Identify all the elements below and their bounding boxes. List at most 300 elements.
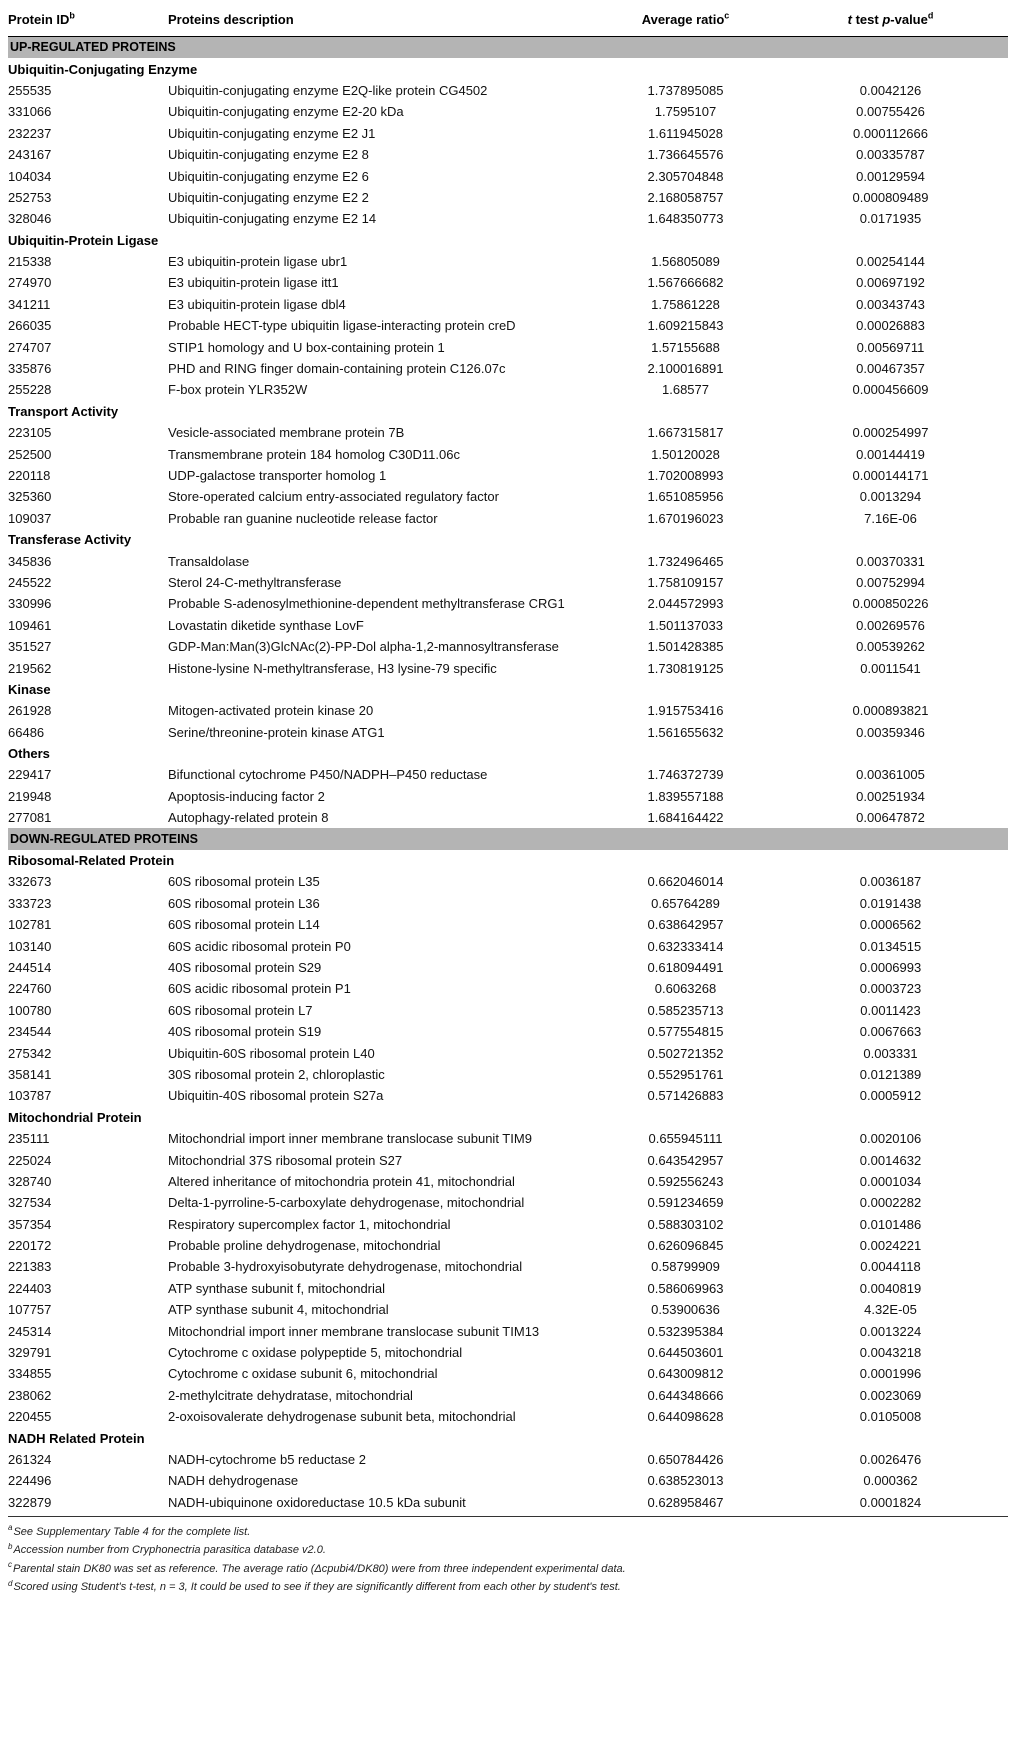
average-ratio-cell: 0.591234659 [647, 1195, 724, 1211]
table-row [8, 272, 1008, 293]
description-cell: 60S ribosomal protein L35 [168, 874, 320, 890]
protein-id-cell: 252753 [8, 189, 52, 205]
pvalue-cell: 0.00026883 [856, 318, 925, 334]
average-ratio-cell: 0.638642957 [647, 917, 724, 933]
description-cell: 2-oxoisovalerate dehydrogenase subunit beta, mitochondrial [168, 1409, 516, 1425]
table-row [8, 1470, 1008, 1491]
column-header-pvalue: t test p-value$^d$ [773, 6, 1008, 37]
description-cell: Ubiquitin-conjugating enzyme E2Q-like protein CG4502 [168, 82, 488, 98]
table-row [8, 1213, 1008, 1234]
average-ratio-cell: 0.552951761 [647, 1066, 724, 1082]
description-cell: Ubiquitin-60S ribosomal protein L40 [168, 1045, 375, 1061]
description-cell: Delta-1-pyrroline-5-carboxylate dehydrogenase, mitochondrial [168, 1195, 525, 1211]
description-cell: Probable proline dehydrogenase, mitochondrial [168, 1238, 441, 1254]
description-cell: Bifunctional cytochrome P450/NADPH–P450 reductase [168, 767, 488, 783]
table-row [8, 978, 1008, 999]
average-ratio-cell: 0.655945111 [648, 1131, 723, 1147]
pvalue-cell: 0.00343743 [856, 296, 925, 312]
table-row [8, 700, 1008, 721]
description-cell: NADH-ubiquinone oxidoreductase 10.5 kDa subunit [168, 1494, 466, 1510]
pvalue-cell: 0.0011541 [860, 660, 921, 676]
average-ratio-cell: 0.644098628 [647, 1409, 724, 1425]
average-ratio-cell: 1.56805089 [651, 254, 720, 270]
table-row [8, 208, 1008, 229]
protein-id-cell: 224760 [8, 981, 52, 997]
protein-id-cell: 261928 [8, 703, 52, 719]
footnotes [8, 1516, 1008, 1597]
column-header-average-ratio: Average ratio$^c$ [598, 6, 773, 37]
average-ratio-cell: 1.684164422 [647, 810, 724, 826]
table-row [8, 871, 1008, 892]
pvalue-cell: 4.32E-05 [864, 1302, 917, 1318]
pvalue-cell: 0.00361005 [856, 767, 925, 783]
average-ratio-cell: 0.643542957 [647, 1152, 724, 1168]
average-ratio-cell: 1.915753416 [647, 703, 724, 719]
pvalue-cell: 0.00647872 [856, 810, 925, 826]
pvalue-cell: 0.0003723 [859, 981, 922, 997]
description-cell: Transmembrane protein 184 homolog C30D11.06c [168, 446, 460, 462]
protein-id-cell: 238062 [8, 1387, 52, 1403]
average-ratio-cell: 0.644348666 [647, 1387, 724, 1403]
pvalue-cell: 0.00129594 [856, 168, 925, 184]
section-band-label: UP-REGULATED PROTEINS [8, 37, 1008, 59]
average-ratio-cell: 0.592556243 [647, 1173, 724, 1189]
average-ratio-cell: 1.611945028 [648, 125, 723, 141]
table-row [8, 1449, 1008, 1470]
average-ratio-cell: 2.100016891 [647, 361, 724, 377]
pvalue-cell: 0.0001034 [859, 1173, 922, 1189]
table-row [8, 1085, 1008, 1106]
protein-id-cell: 335876 [8, 361, 52, 377]
pvalue-cell: 0.000850226 [852, 596, 929, 612]
group-header-label: Mitochondrial Protein [8, 1109, 142, 1125]
protein-id-cell: 244514 [8, 959, 52, 975]
header-row [8, 6, 1008, 37]
table-row [8, 1385, 1008, 1406]
description-cell: Mitogen-activated protein kinase 20 [168, 703, 374, 719]
table-row [8, 1000, 1008, 1021]
group-header-row [8, 743, 1008, 764]
description-cell: Ubiquitin-conjugating enzyme E2 J1 [168, 125, 376, 141]
pvalue-cell: 0.0006562 [859, 917, 922, 933]
description-cell: E3 ubiquitin-protein ligase ubr1 [168, 254, 348, 270]
description-cell: STIP1 homology and U box-containing protein 1 [168, 339, 445, 355]
average-ratio-cell: 1.68577 [662, 382, 709, 398]
average-ratio-cell: 1.57155688 [651, 339, 720, 355]
table-row [8, 1021, 1008, 1042]
pvalue-cell: 0.0014632 [859, 1152, 922, 1168]
table-row [8, 615, 1008, 636]
table-row [8, 80, 1008, 101]
pvalue-cell: 0.000112666 [853, 125, 928, 141]
table-row [8, 251, 1008, 272]
description-cell: 60S ribosomal protein L7 [168, 1002, 313, 1018]
protein-id-cell: 333723 [8, 895, 52, 911]
pvalue-cell: 0.0006993 [859, 959, 922, 975]
average-ratio-cell: 1.737895085 [647, 82, 724, 98]
average-ratio-cell: 0.577554815 [647, 1024, 724, 1040]
protein-id-cell: 255535 [8, 82, 52, 98]
protein-id-cell: 66486 [8, 724, 45, 740]
protein-id-cell: 107757 [8, 1302, 52, 1318]
table-row [8, 657, 1008, 678]
average-ratio-cell: 0.662046014 [647, 874, 724, 890]
average-ratio-cell: 1.736645576 [647, 147, 724, 163]
section-band [8, 37, 1008, 59]
pvalue-cell: 0.00251934 [856, 788, 925, 804]
average-ratio-cell: 1.758109157 [647, 574, 724, 590]
table-row [8, 1149, 1008, 1170]
protein-id-cell: 243167 [8, 147, 52, 163]
protein-id-cell: 351527 [8, 639, 52, 655]
pvalue-cell: 0.00144419 [856, 446, 925, 462]
table-row [8, 486, 1008, 507]
description-cell: 60S acidic ribosomal protein P1 [168, 981, 351, 997]
group-header-label: Ubiquitin-Protein Ligase [8, 232, 159, 248]
protein-id-cell: 215338 [8, 254, 52, 270]
average-ratio-cell: 0.571426883 [647, 1088, 724, 1104]
group-header-label: Kinase [8, 681, 51, 697]
group-header-row [8, 230, 1008, 251]
pvalue-cell: 0.000809489 [852, 189, 929, 205]
average-ratio-cell: 2.168058757 [647, 189, 724, 205]
protein-id-cell: 235111 [8, 1131, 50, 1147]
protein-id-cell: 220118 [8, 468, 51, 483]
group-header-row [8, 529, 1008, 550]
description-cell: Respiratory supercomplex factor 1, mitochondrial [168, 1216, 451, 1232]
description-cell: Ubiquitin-conjugating enzyme E2 2 [168, 189, 369, 205]
description-cell: Vesicle-associated membrane protein 7B [168, 425, 405, 441]
pvalue-cell: 0.000254997 [852, 425, 929, 441]
pvalue-cell: 0.0036187 [859, 874, 922, 890]
average-ratio-cell: 1.50120028 [651, 446, 720, 462]
protein-id-cell: 277081 [8, 810, 52, 826]
section-band [8, 828, 1008, 849]
description-cell: 40S ribosomal protein S29 [168, 959, 322, 975]
average-ratio-cell: 1.746372739 [647, 767, 724, 783]
protein-id-cell: 328740 [8, 1173, 52, 1189]
table-row [8, 572, 1008, 593]
pvalue-cell: 0.0067663 [859, 1024, 922, 1040]
average-ratio-cell: 0.650784426 [647, 1451, 724, 1467]
group-header-label: Transport Activity [8, 403, 119, 419]
description-cell: PHD and RING finger domain-containing protein C126.07c [168, 361, 506, 377]
protein-id-cell: 225024 [8, 1152, 52, 1168]
table-row [8, 1064, 1008, 1085]
protein-id-cell: 232237 [8, 125, 52, 141]
description-cell: 30S ribosomal protein 2, chloroplastic [168, 1066, 385, 1082]
protein-id-cell: 224403 [8, 1280, 52, 1296]
table-row [8, 1235, 1008, 1256]
protein-id-cell: 103140 [8, 938, 52, 954]
pvalue-cell: 0.00359346 [856, 724, 925, 740]
table-body [8, 37, 1008, 1513]
section-band-label: DOWN-REGULATED PROTEINS [8, 828, 1008, 849]
protein-id-cell: 220172 [8, 1238, 52, 1254]
group-header-label: Ribosomal-Related Protein [8, 853, 175, 869]
average-ratio-cell: 1.561655632 [647, 724, 724, 740]
protein-id-cell: 357354 [8, 1216, 52, 1232]
average-ratio-cell: 0.638523013 [647, 1473, 724, 1489]
pvalue-cell: 0.00752994 [856, 574, 925, 590]
protein-id-cell: 329791 [8, 1345, 52, 1361]
protein-id-cell: 255228 [8, 382, 52, 398]
description-cell: Probable ran guanine nucleotide release factor [168, 510, 438, 526]
protein-id-cell: 102781 [8, 917, 52, 933]
pvalue-cell: 0.0011423 [860, 1002, 921, 1018]
average-ratio-cell: 0.58799909 [651, 1259, 720, 1275]
footnote: $^c$Parental stain DK80 was set as reference. The average ratio (Δcpubi4/DK80) were from three independent experimental data. [8, 1560, 626, 1575]
pvalue-cell: 0.00569711 [856, 339, 925, 355]
protein-id-cell: 104034 [8, 168, 52, 184]
pvalue-cell: 0.0013224 [859, 1323, 922, 1339]
table-row [8, 165, 1008, 186]
pvalue-cell: 0.0001824 [859, 1494, 922, 1510]
protein-id-cell: 220455 [8, 1409, 52, 1425]
description-cell: Autophagy-related protein 8 [168, 810, 329, 826]
footnote-text: Accession number from Cryphonectria parasitica database v2.0. [13, 1544, 326, 1557]
description-cell: UDP-galactose transporter homolog 1 [168, 468, 387, 483]
pvalue-cell: 0.0043218 [859, 1345, 922, 1361]
table-row [8, 1042, 1008, 1063]
description-cell: Probable S-adenosylmethionine-dependent methyltransferase CRG1 [168, 596, 565, 612]
average-ratio-cell: 1.839557188 [647, 788, 724, 804]
footnote-text: See Supplementary Table 4 for the complete list. [13, 1525, 251, 1538]
protein-table [8, 6, 1008, 1513]
pvalue-cell: 0.0001996 [859, 1366, 922, 1382]
table-row [8, 465, 1008, 486]
average-ratio-cell: 0.585235713 [647, 1002, 724, 1018]
table-row [8, 443, 1008, 464]
table-row [8, 358, 1008, 379]
pvalue-cell: 0.0023069 [859, 1387, 922, 1403]
description-cell: ATP synthase subunit 4, mitochondrial [168, 1302, 389, 1318]
table-row [8, 957, 1008, 978]
table-row [8, 1192, 1008, 1213]
protein-id-cell: 358141 [8, 1066, 52, 1082]
description-cell: Altered inheritance of mitochondria protein 41, mitochondrial [168, 1173, 515, 1189]
table-row [8, 294, 1008, 315]
group-header-label: Transferase Activity [8, 532, 132, 548]
protein-id-cell: 341211 [8, 296, 51, 312]
description-cell: Mitochondrial import inner membrane translocase subunit TIM13 [168, 1323, 540, 1339]
protein-id-cell: 252500 [8, 446, 52, 462]
protein-id-cell: 109037 [8, 510, 52, 526]
description-cell: NADH-cytochrome b5 reductase 2 [168, 1451, 366, 1467]
protein-id-cell: 234544 [8, 1024, 52, 1040]
protein-id-cell: 332673 [8, 874, 52, 890]
description-cell: ATP synthase subunit f, mitochondrial [168, 1280, 386, 1296]
pvalue-cell: 0.0005912 [859, 1088, 922, 1104]
description-cell: Ubiquitin-conjugating enzyme E2-20 kDa [168, 104, 404, 120]
table-row [8, 379, 1008, 400]
average-ratio-cell: 1.702008993 [647, 468, 724, 483]
table-row [8, 422, 1008, 443]
table-row [8, 1342, 1008, 1363]
table-row [8, 914, 1008, 935]
protein-id-cell: 245522 [8, 574, 52, 590]
column-header-protein-id: Protein $ID^b$ [8, 6, 168, 37]
average-ratio-cell: 0.502721352 [647, 1045, 724, 1061]
table-row [8, 893, 1008, 914]
group-header-row [8, 401, 1008, 422]
average-ratio-cell: 1.730819125 [647, 660, 724, 676]
description-cell: Ubiquitin-conjugating enzyme E2 6 [168, 168, 369, 184]
protein-id-cell: 330996 [8, 596, 52, 612]
table-row [8, 1320, 1008, 1341]
description-cell: 60S ribosomal protein L14 [168, 917, 320, 933]
pvalue-cell: 0.0134515 [859, 938, 922, 954]
group-header-row [8, 679, 1008, 700]
description-cell: Histone-lysine N-methyltransferase, H3 lysine-79 specific [168, 660, 497, 676]
description-cell: Serine/threonine-protein kinase ATG1 [168, 724, 385, 740]
group-header-row [8, 1427, 1008, 1448]
pvalue-cell: 0.0171935 [859, 211, 922, 227]
table-row [8, 123, 1008, 144]
table-row [8, 786, 1008, 807]
pvalue-cell: 0.00755426 [856, 104, 925, 120]
protein-id-cell: 100780 [8, 1002, 52, 1018]
description-cell: Ubiquitin-40S ribosomal protein S27a [168, 1088, 384, 1104]
description-cell: Sterol 24-C-methyltransferase [168, 574, 342, 590]
group-header-row [8, 58, 1008, 79]
protein-id-cell: 275342 [8, 1045, 52, 1061]
average-ratio-cell: 0.532395384 [647, 1323, 724, 1339]
protein-id-cell: 103787 [8, 1088, 52, 1104]
description-cell: Cytochrome c oxidase subunit 6, mitochondrial [168, 1366, 438, 1382]
average-ratio-cell: 1.732496465 [647, 553, 724, 569]
average-ratio-cell: 1.670196023 [647, 510, 724, 526]
protein-id-cell: 229417 [8, 767, 52, 783]
average-ratio-cell: 2.044572993 [647, 596, 724, 612]
description-cell: Cytochrome c oxidase polypeptide 5, mitochondrial [168, 1345, 463, 1361]
footnote-text: Parental stain DK80 was set as reference. The average ratio (Δcpubi4/DK80) were from three independent experimental data. [13, 1562, 626, 1575]
table-row [8, 1363, 1008, 1384]
average-ratio-cell: 1.567666682 [647, 275, 724, 291]
protein-id-cell: 219562 [8, 660, 52, 676]
table-row [8, 336, 1008, 357]
protein-id-cell: 223105 [8, 425, 52, 441]
protein-id-cell: 274707 [8, 339, 52, 355]
pvalue-cell: 7.16E-06 [864, 510, 917, 526]
group-header-label: Others [8, 746, 50, 762]
table-row [8, 1492, 1008, 1513]
pvalue-cell: 0.00254144 [856, 254, 925, 270]
table-row [8, 1278, 1008, 1299]
table-row [8, 807, 1008, 828]
description-cell: GDP-Man:Man(3)GlcNAc(2)-PP-Dol alpha-1,2-mannosyltransferase [168, 639, 559, 655]
table-row [8, 1256, 1008, 1277]
average-ratio-cell: 0.626096845 [647, 1238, 724, 1254]
description-cell: 40S ribosomal protein S19 [168, 1024, 322, 1040]
table-row [8, 1128, 1008, 1149]
pvalue-cell: 0.000362 [863, 1473, 918, 1489]
average-ratio-cell: 1.651085956 [647, 489, 724, 505]
average-ratio-cell: 2.305704848 [647, 168, 724, 184]
protein-id-cell: 327534 [8, 1195, 52, 1211]
average-ratio-cell: 0.586069963 [647, 1280, 724, 1296]
table-row [8, 593, 1008, 614]
table-row [8, 1171, 1008, 1192]
protein-id-cell: 274970 [8, 275, 52, 291]
average-ratio-cell: 1.75861228 [651, 296, 720, 312]
description-cell: E3 ubiquitin-protein ligase itt1 [168, 275, 339, 291]
average-ratio-cell: 1.667315817 [647, 425, 724, 441]
table-row [8, 1299, 1008, 1320]
protein-id-cell: 261324 [8, 1451, 52, 1467]
table-row [8, 187, 1008, 208]
pvalue-cell: 0.0013294 [859, 489, 922, 505]
average-ratio-cell: 0.628958467 [647, 1494, 724, 1510]
average-ratio-cell: 0.588303102 [647, 1216, 724, 1232]
description-cell: Apoptosis-inducing factor 2 [168, 788, 325, 804]
pvalue-cell: 0.0002282 [859, 1195, 922, 1211]
description-cell: Lovastatin diketide synthase LovF [168, 617, 364, 633]
pvalue-cell: 0.000144171 [852, 468, 929, 483]
protein-id-cell: 224496 [8, 1473, 52, 1489]
description-cell: 60S ribosomal protein L36 [168, 895, 320, 911]
pvalue-cell: 0.00539262 [856, 639, 925, 655]
description-cell: Probable 3-hydroxyisobutyrate dehydrogenase, mitochondrial [168, 1259, 523, 1275]
table-row [8, 722, 1008, 743]
group-header-row [8, 850, 1008, 871]
protein-id-cell: 325360 [8, 489, 52, 505]
protein-id-cell: 345836 [8, 553, 52, 569]
pvalue-cell: 0.0044118 [860, 1259, 921, 1275]
table-row [8, 101, 1008, 122]
protein-id-cell: 109461 [8, 617, 52, 633]
table-row [8, 508, 1008, 529]
description-cell: Ubiquitin-conjugating enzyme E2 14 [168, 211, 377, 227]
average-ratio-cell: 1.648350773 [647, 211, 724, 227]
average-ratio-cell: 0.643009812 [647, 1366, 724, 1382]
pvalue-cell: 0.000893821 [852, 703, 929, 719]
pvalue-cell: 0.0105008 [859, 1409, 922, 1425]
description-cell: E3 ubiquitin-protein ligase dbl4 [168, 296, 346, 312]
footnote: $^b$Accession number from Cryphonectria parasitica database v2.0. [8, 1541, 326, 1557]
group-header-label: NADH Related Protein [8, 1430, 145, 1446]
pvalue-cell: 0.00467357 [856, 361, 925, 377]
pvalue-cell: 0.00370331 [856, 553, 925, 569]
footnote: $^a$See Supplementary Table 4 for the complete list. [8, 1523, 251, 1538]
table-row [8, 144, 1008, 165]
pvalue-cell: 0.000456609 [852, 382, 929, 398]
table-row [8, 764, 1008, 785]
description-cell: NADH dehydrogenase [168, 1473, 299, 1489]
description-cell: Probable HECT-type ubiquitin ligase-interacting protein creD [168, 318, 516, 334]
description-cell: Store-operated calcium entry-associated regulatory factor [168, 489, 499, 505]
pvalue-cell: 0.00697192 [856, 275, 925, 291]
description-cell: F-box protein YLR352W [168, 382, 308, 398]
protein-id-cell: 219948 [8, 788, 52, 804]
table-row [8, 1406, 1008, 1427]
description-cell: Ubiquitin-conjugating enzyme E2 8 [168, 147, 369, 163]
footnote-text: Scored using Student's t-test, n = 3, It could be used to see if they are significantly different from each other by student's test. [13, 1581, 621, 1594]
description-cell: Transaldolase [168, 553, 250, 569]
average-ratio-cell: 1.501428385 [647, 639, 724, 655]
protein-id-cell: 328046 [8, 211, 52, 227]
average-ratio-cell: 0.632333414 [647, 938, 724, 954]
average-ratio-cell: 0.65764289 [651, 895, 720, 911]
average-ratio-cell: 0.6063268 [654, 981, 717, 997]
description-cell: Mitochondrial 37S ribosomal protein S27 [168, 1152, 403, 1168]
table-row [8, 550, 1008, 571]
protein-id-cell: 331066 [8, 104, 52, 120]
protein-id-cell: 245314 [8, 1323, 52, 1339]
pvalue-cell: 0.0121389 [859, 1066, 922, 1082]
average-ratio-cell: 1.609215843 [647, 318, 724, 334]
average-ratio-cell: 1.501137033 [648, 617, 723, 633]
